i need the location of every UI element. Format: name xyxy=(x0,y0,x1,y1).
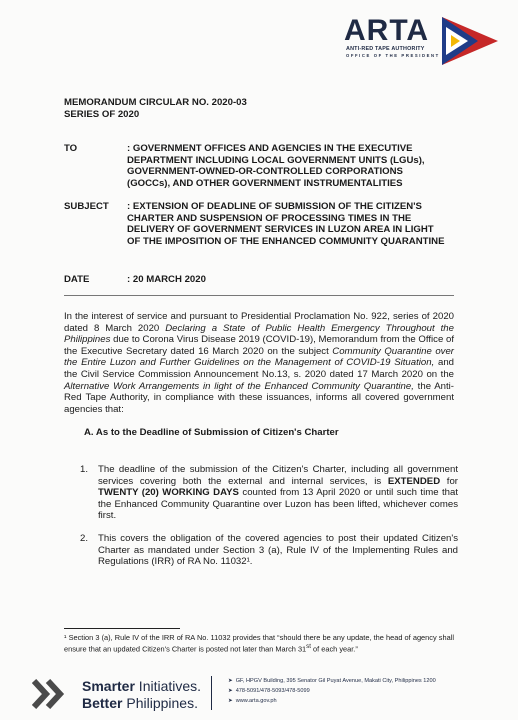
item-bold-text: TWENTY (20) WORKING DAYS xyxy=(98,487,239,499)
tagline-bold: Smarter xyxy=(82,678,135,694)
header-divider xyxy=(64,295,454,296)
phone-text: 478-5091/478-5093/478-5099 xyxy=(235,688,310,694)
intro-text-1: In the interest of service and pursuant to Presidential Proclamation No. 922, series of 2020 dated 8 March 2020 xyxy=(64,311,454,334)
contact-phone xyxy=(228,688,310,694)
web-icon: ➤ xyxy=(228,698,233,704)
date-value: : 20 MARCH 2020 xyxy=(127,274,206,285)
footnote-superscript: st xyxy=(306,643,311,651)
footnote-divider xyxy=(64,628,180,629)
intro-text-4: the Anti-Red Tape Authority, in compliance with these issuances, informs all covered government agencies that: xyxy=(64,380,455,415)
memo-series: SERIES OF 2020 xyxy=(64,108,140,120)
footnote-text: ¹ Section 3 (a), Rule IV of the IRR of RA No. 11032 provides that “should there be any update, the head of agency shall ensure that an updated Citizen's Charter is posted not later than March 31 xyxy=(64,633,454,654)
memo-number: MEMORANDUM CIRCULAR NO. 2020-03 xyxy=(64,97,247,108)
logo-office: OFFICE OF THE PRESIDENT xyxy=(346,53,440,58)
memo-heading xyxy=(64,97,247,120)
phone-icon: ➤ xyxy=(228,688,233,694)
tagline-line-1 xyxy=(82,678,201,694)
footnote xyxy=(64,633,454,654)
intro-text-3: and the Civil Service Commission Announcement No.13, s. 2020 dated 17 March 2020 on the xyxy=(64,357,454,380)
intro-italic-1: Declaring a State of Public Health Emergency Throughout the Philippines xyxy=(64,322,454,346)
item-bold-text: EXTENDED xyxy=(387,475,441,487)
contact-web xyxy=(228,698,277,704)
chevrons-icon xyxy=(32,679,74,709)
logo-subtitle: ANTI-RED TAPE AUTHORITY xyxy=(346,46,425,52)
address-icon: ➤ xyxy=(228,678,233,684)
item-body xyxy=(98,464,458,522)
address-text: GF, HPGV Building, 395 Senator Gil Puyat Avenue, Makati City, Philippines 1200 xyxy=(235,678,436,684)
to-label: TO xyxy=(64,143,78,154)
item-number: 2. xyxy=(80,533,89,544)
arta-flag-icon xyxy=(442,15,500,67)
footer-divider xyxy=(211,676,212,710)
tagline-line-2 xyxy=(82,695,198,711)
footnote-end: of each year.” xyxy=(310,644,358,654)
subject-label: SUBJECT xyxy=(64,201,109,212)
intro-italic-3: Alternative Work Arrangements in light of the Enhanced Community Quarantine, xyxy=(64,380,414,392)
intro-italic-2: Community Quarantine over the Entire Luzon and Further Guidelines on the Management of COVID-19 Situation, xyxy=(64,345,454,369)
contact-address xyxy=(228,678,436,684)
date-label: DATE xyxy=(64,274,90,285)
tagline-light: Philippines. xyxy=(122,695,198,711)
item-text: counted from 13 April 2020 or until such time that the Enhanced Community Quarantine over Luzon has been lifted, whichever comes first. xyxy=(98,487,458,522)
item-body: This covers the obligation of the covered agencies to post their updated Citizen's Charter as mandated under Section 3 (a), Rule IV of the Implementing Rules and Regulations (IRR) of RA No. 11032¹. xyxy=(98,533,458,568)
tagline-bold: Better xyxy=(82,695,123,711)
arta-logo xyxy=(344,15,504,73)
to-value: : GOVERNMENT OFFICES AND AGENCIES IN THE EXECUTIVE DEPARTMENT INCLUDING LOCAL GOVERNMENT UNITS (LGUs), GOVERNMENT-OWNED-OR-CONTROLLED CORPORATIONS (GOCCs), AND OTHER GOVERNMENT INSTRUMENTALITIES xyxy=(127,143,425,189)
intro-paragraph xyxy=(64,311,454,415)
section-a-heading: A. As to the Deadline of Submission of Citizen's Charter xyxy=(84,427,339,438)
item-text: for xyxy=(440,475,458,487)
web-text: www.arta.gov.ph xyxy=(235,698,277,704)
tagline-light: Initiatives. xyxy=(134,678,202,694)
logo-name: ARTA xyxy=(344,14,430,47)
subject-value: : EXTENSION OF DEADLINE OF SUBMISSION OF THE CITIZEN'S CHARTER AND SUSPENSION OF PROCESSING TIMES IN THE DELIVERY OF GOVERNMENT SERVICES IN LUZON AREA IN LIGHT OF THE IMPOSITION OF THE ENHANCED COMMUNITY QUARANTINE xyxy=(127,201,445,247)
item-text: The deadline of the submission of the Citizen's Charter, including all government services covering both the external and internal services, is xyxy=(98,464,458,487)
intro-text-2: due to Corona Virus Disease 2019 (COVID-19), Memorandum from the Office of the Executive Secretary dated 16 March 2020 on the subject xyxy=(64,334,454,357)
item-number: 1. xyxy=(80,464,89,475)
